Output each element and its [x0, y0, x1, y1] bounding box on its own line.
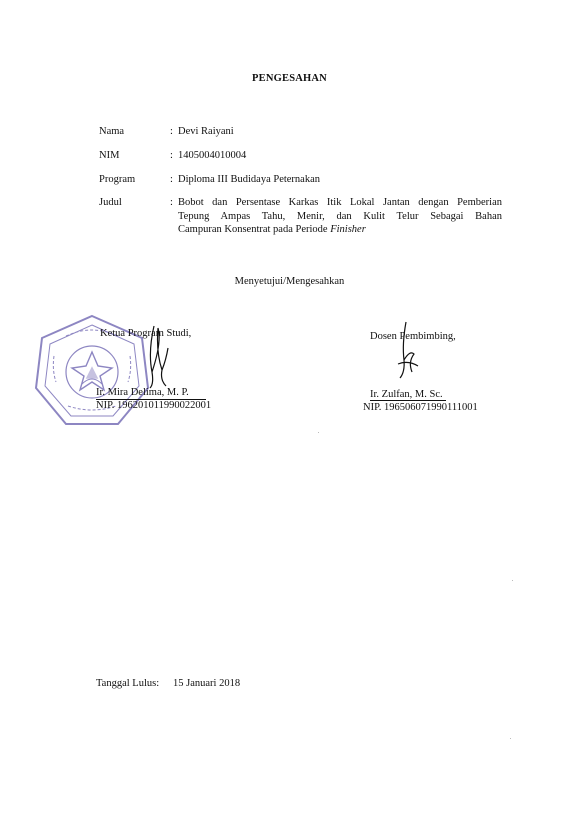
judul-line-3-text: Campuran Konsentrat pada Periode	[178, 224, 331, 235]
field-value-judul	[178, 196, 502, 237]
judul-line-2: Tepung Ampas Tahu, Menir, dan Kulit Telur Sebagai Bahan	[178, 210, 502, 222]
left-signatory-name: Ir. Mira Delima, M. P.	[96, 387, 189, 398]
judul-line-3	[178, 223, 502, 237]
judul-italic-term: Finisher	[330, 224, 366, 235]
field-value-nama: Devi Raiyani	[178, 126, 234, 137]
right-signature	[388, 320, 424, 380]
graduation-label: Tanggal Lulus:	[96, 678, 160, 689]
scan-speck	[510, 738, 511, 739]
left-signatory-role: Ketua Program Studi,	[100, 328, 192, 339]
right-signatory-name: Ir. Zulfan, M. Sc.	[370, 389, 443, 400]
field-colon-judul: :	[170, 197, 173, 208]
left-signature	[132, 322, 184, 392]
left-signatory-nip: NIP. 196201011990022001	[96, 400, 212, 411]
approval-heading: Menyetujui/Mengesahkan	[234, 276, 345, 287]
scan-speck	[318, 432, 319, 433]
graduation-date: 15 Januari 2018	[173, 678, 241, 689]
judul-line-1: Bobot dan Persentase Karkas Itik Lokal Jantan dengan Pemberian	[178, 197, 502, 208]
field-label-nama: Nama	[99, 126, 125, 137]
field-label-program: Program	[99, 174, 136, 185]
right-signatory-role: Dosen Pembimbing,	[370, 331, 456, 342]
field-colon-program: :	[170, 174, 173, 185]
field-value-nim: 1405004010004	[178, 150, 247, 161]
page-title: PENGESAHAN	[252, 73, 327, 84]
field-label-nim: NIM	[99, 150, 120, 161]
field-label-judul: Judul	[99, 197, 122, 208]
field-value-program: Diploma III Budidaya Peternakan	[178, 174, 320, 185]
right-signatory-nip: NIP. 196506071990111001	[363, 402, 478, 413]
field-colon-nama: :	[170, 126, 173, 137]
field-colon-nim: :	[170, 150, 173, 161]
scan-speck	[512, 580, 513, 581]
